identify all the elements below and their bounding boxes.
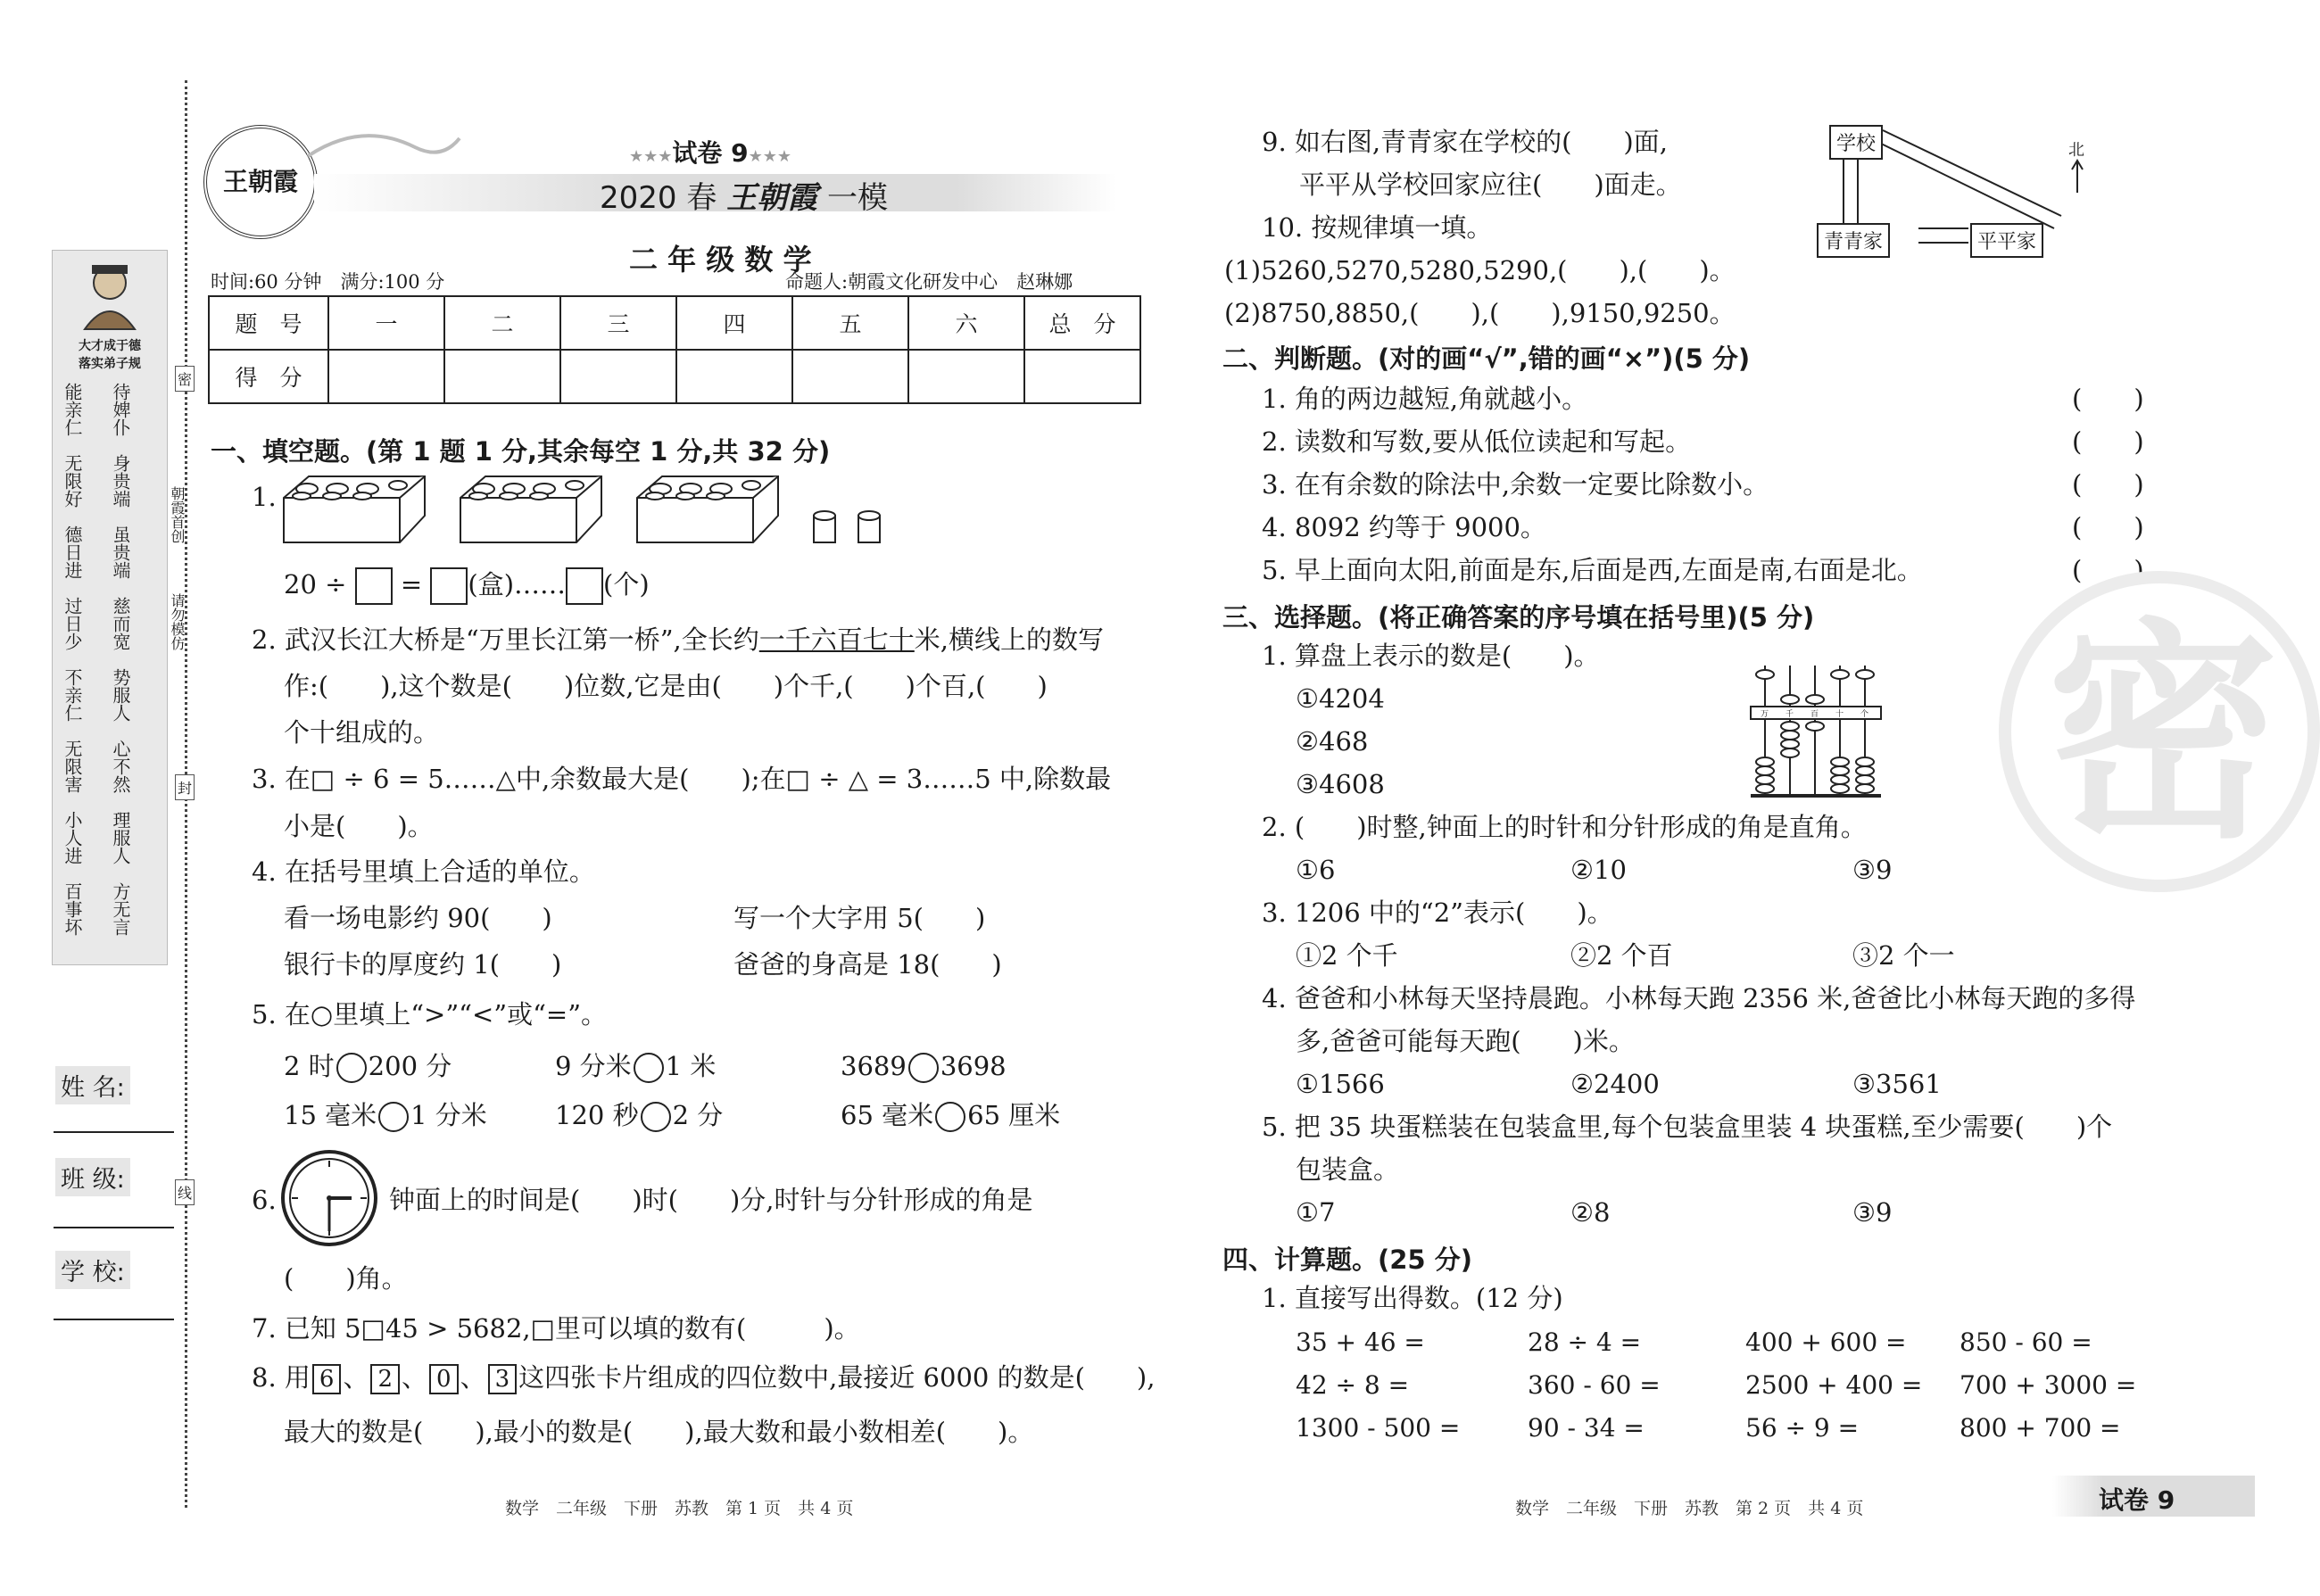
q5-c-right: 3698 xyxy=(940,1051,1007,1081)
q9-line-1: 9. 如右图,青青家在学校的( )面, xyxy=(1262,127,1668,157)
choice-1-question: 1. 算盘上表示的数是( )。 xyxy=(1262,641,1600,671)
motto-col: 百事坏 xyxy=(62,882,83,936)
score-header-cell: 一 xyxy=(328,296,444,350)
number-card: 0 xyxy=(429,1364,459,1394)
q2-underlined-number: 一千六百七十 xyxy=(758,624,915,655)
motto-title-1: 大才成于德 xyxy=(79,339,141,353)
q2-text-b: 米,横线上的数写 xyxy=(914,624,1104,655)
score-header-cell: 三 xyxy=(560,296,676,350)
q5-e-left: 120 秒 xyxy=(555,1100,639,1130)
calc-item: 90 - 34 = xyxy=(1528,1413,1645,1443)
motto-col: 身贵端 xyxy=(110,454,131,508)
score-value-row xyxy=(209,350,1140,403)
score-cell[interactable] xyxy=(792,350,908,403)
score-cell[interactable] xyxy=(676,350,792,403)
q1-answer-box-remainder-input[interactable] xyxy=(566,567,603,605)
q3-line-2: 小是( )。 xyxy=(284,811,434,841)
abacus-label: 个 xyxy=(1860,710,1869,719)
q1-expression xyxy=(284,567,650,605)
number-card: 3 xyxy=(488,1364,518,1394)
brand-logo-text: 王朝霞 xyxy=(222,167,298,196)
judge-item-1: 1. 角的两边越短,角就越小。 xyxy=(1262,384,1588,414)
choice-5-option-a[interactable]: ①7 xyxy=(1296,1197,1336,1228)
score-row-label: 得 分 xyxy=(209,350,328,403)
score-header-cell: 六 xyxy=(908,296,1024,350)
north-arrow-icon xyxy=(2070,159,2084,194)
q8-pre: 8. 用 xyxy=(252,1362,311,1393)
title-brand: 王朝霞 xyxy=(726,180,818,216)
map-label-pingping-home: 平平家 xyxy=(1970,223,2043,258)
calc-title: 1. 直接写出得数。(12 分) xyxy=(1262,1283,1563,1313)
q5-f-left: 65 毫米 xyxy=(841,1100,934,1130)
q8-post: 这四张卡片组成的四位数中,最接近 6000 的数是( ), xyxy=(518,1362,1156,1393)
q8-separator: 、 xyxy=(402,1362,428,1393)
number-card: 6 xyxy=(312,1364,342,1394)
motto-title-2: 落实弟子规 xyxy=(79,357,141,371)
seal-mark-mi: 密 xyxy=(175,366,195,392)
judge-answer-1[interactable]: ( ) xyxy=(2072,384,2144,414)
secret-watermark-text: 密 xyxy=(2047,600,2279,870)
q5-a-right: 200 分 xyxy=(368,1051,452,1081)
q1-expr-c: (盒)…… xyxy=(468,569,567,600)
ribbon-decoration xyxy=(308,120,460,174)
abacus-label: 百 xyxy=(1810,710,1819,719)
motto-panel xyxy=(52,250,168,965)
motto-col: 理服人 xyxy=(110,811,131,864)
clock-icon xyxy=(280,1149,378,1247)
corner-badge-text: 试卷 9 xyxy=(2099,1485,2175,1515)
calc-item: 28 ÷ 4 = xyxy=(1528,1327,1642,1357)
q1-answer-box-boxes-input[interactable] xyxy=(430,567,468,605)
q6-number: 6. xyxy=(252,1185,277,1215)
q5-item-f xyxy=(841,1100,1060,1132)
judge-answer-3[interactable]: ( ) xyxy=(2072,469,2144,500)
compare-circle-input[interactable] xyxy=(634,1053,664,1083)
judge-answer-4[interactable]: ( ) xyxy=(2072,512,2144,542)
q5-d-right: 1 分米 xyxy=(410,1100,487,1130)
choice-1-option-a[interactable]: ①4204 xyxy=(1296,683,1385,714)
compare-circle-input[interactable] xyxy=(641,1102,671,1132)
calc-item: 850 - 60 = xyxy=(1960,1327,2092,1357)
corner-badge xyxy=(2052,1476,2255,1517)
side-note-1: 朝霞首创 xyxy=(169,486,186,543)
motto-col: 虽贵端 xyxy=(110,525,131,579)
q1-box-figures xyxy=(282,471,907,548)
q8-line-1 xyxy=(252,1362,1155,1394)
abacus-label: 十 xyxy=(1835,710,1844,719)
seal-mark-xian: 线 xyxy=(175,1179,195,1205)
judge-item-5: 5. 早上面向太阳,前面是东,后面是西,左面是南,右面是北。 xyxy=(1262,555,1923,585)
compare-circle-input[interactable] xyxy=(378,1102,409,1132)
calc-item: 56 ÷ 9 = xyxy=(1745,1413,1860,1443)
cup-box-icon xyxy=(284,476,425,542)
choice-5-line-1: 5. 把 35 块蛋糕装在包装盒里,每个包装盒里装 4 块蛋糕,至少需要( )个 xyxy=(1262,1112,2113,1142)
choice-2-option-c[interactable]: ③9 xyxy=(1852,855,1893,885)
time-info: 时间:60 分钟 满分:100 分 xyxy=(211,271,445,293)
title-year: 2020 春 xyxy=(600,180,717,216)
choice-5-option-c[interactable]: ③9 xyxy=(1852,1197,1893,1228)
judge-item-3: 3. 在有余数的除法中,余数一定要比除数小。 xyxy=(1262,469,1769,500)
page-title xyxy=(600,173,888,217)
name-field[interactable] xyxy=(54,1131,174,1133)
q10-line-1: 10. 按规律填一填。 xyxy=(1262,212,1493,243)
choice-1-option-c[interactable]: ③4608 xyxy=(1296,769,1385,799)
abacus-label: 千 xyxy=(1786,710,1794,719)
q3-line-1: 3. 在□ ÷ 6 = 5……△中,余数最大是( );在□ ÷ △ = 3……5 中,除数最 xyxy=(252,764,1112,794)
score-header-cell: 二 xyxy=(444,296,560,350)
score-cell[interactable] xyxy=(1024,350,1140,403)
q1-answer-box-quotient-input[interactable] xyxy=(355,567,393,605)
choice-4-line-2: 多,爸爸可能每天跑( )米。 xyxy=(1296,1026,1635,1056)
section-2-heading: 二、判断题。(对的画“√”,错的画“×”)(5 分) xyxy=(1222,343,1751,374)
q5-item-e xyxy=(555,1100,723,1132)
q5-line-1: 5. 在○里填上“>”“<”或“=”。 xyxy=(252,999,608,1030)
calc-item: 42 ÷ 8 = xyxy=(1296,1370,1410,1400)
compare-circle-input[interactable] xyxy=(908,1053,939,1083)
q5-a-left: 2 时 xyxy=(284,1051,335,1081)
motto-col: 无限好 xyxy=(62,454,83,508)
school-field[interactable] xyxy=(54,1319,174,1320)
q5-b-right: 1 米 xyxy=(665,1051,717,1081)
section-4-heading: 四、计算题。(25 分) xyxy=(1222,1245,1472,1275)
direction-map xyxy=(1811,123,2079,266)
q5-item-c xyxy=(841,1051,1007,1083)
q6-line-2: ( )角。 xyxy=(284,1263,408,1294)
calc-item: 700 + 3000 = xyxy=(1960,1370,2137,1400)
abacus-figure xyxy=(1749,662,1883,801)
motto-col: 慈而宽 xyxy=(110,597,131,650)
calc-item: 360 - 60 = xyxy=(1528,1370,1661,1400)
choice-3-option-c[interactable]: ③2 个一 xyxy=(1852,940,1955,971)
class-field[interactable] xyxy=(54,1227,174,1228)
author-info: 命题人:朝霞文化研发中心 赵琳娜 xyxy=(785,271,1073,293)
subject-title: 二 年 级 数 学 xyxy=(629,243,812,277)
score-header-cell: 四 xyxy=(676,296,792,350)
q5-item-b xyxy=(555,1051,716,1083)
section-3-heading: 三、选择题。(将正确答案的序号填在括号里)(5 分) xyxy=(1222,602,1815,633)
choice-1-option-b[interactable]: ②468 xyxy=(1296,726,1369,757)
school-label: 学 校: xyxy=(55,1251,130,1289)
q5-d-left: 15 毫米 xyxy=(284,1100,377,1130)
score-cell[interactable] xyxy=(328,350,444,403)
q8-separator: 、 xyxy=(460,1362,486,1393)
section-1-heading: 一、填空题。(第 1 题 1 分,其余每空 1 分,共 32 分) xyxy=(211,436,831,467)
choice-3-option-a[interactable]: ①2 个千 xyxy=(1296,940,1398,971)
side-note-2: 请勿模仿 xyxy=(169,593,186,650)
judge-answer-5[interactable]: ( ) xyxy=(2072,555,2144,585)
q9-line-2: 平平从学校回家应往( )面走。 xyxy=(1299,170,1682,200)
judge-answer-2[interactable]: ( ) xyxy=(2072,426,2144,457)
choice-2-option-a[interactable]: ①6 xyxy=(1296,855,1336,885)
map-label-qingqing-home: 青青家 xyxy=(1817,223,1890,258)
q4-item-a: 看一场电影约 90( ) xyxy=(284,903,552,933)
q4-item-c: 银行卡的厚度约 1( ) xyxy=(284,949,562,980)
q8-separator: 、 xyxy=(343,1362,369,1393)
scholar-avatar-icon xyxy=(72,258,147,333)
q5-b-left: 9 分米 xyxy=(555,1051,632,1081)
compare-circle-input[interactable] xyxy=(336,1053,367,1083)
choice-5-line-2: 包装盒。 xyxy=(1296,1154,1400,1185)
choice-2-question: 2. ( )时整,钟面上的时针和分针形成的角是直角。 xyxy=(1262,812,1867,842)
choice-4-line-1: 4. 爸爸和小林每天坚持晨跑。小林每天跑 2356 米,爸爸比小林每天跑的多得 xyxy=(1262,983,2136,1013)
compare-circle-input[interactable] xyxy=(935,1102,965,1132)
q1-expr-a: 20 ÷ xyxy=(284,569,347,600)
motto-col: 小人进 xyxy=(62,811,83,864)
north-label: 北 xyxy=(2068,141,2084,160)
calc-item: 2500 + 400 = xyxy=(1745,1370,1923,1400)
motto-col: 待婢仆 xyxy=(110,383,131,436)
map-label-school: 学校 xyxy=(1829,125,1883,160)
motto-col: 方无言 xyxy=(110,882,131,936)
q2-text-a: 2. 武汉长江大桥是“万里长江第一桥”,全长约 xyxy=(252,624,759,655)
score-table xyxy=(208,295,1141,404)
choice-4-option-a[interactable]: ①1566 xyxy=(1296,1069,1385,1099)
brand-logo xyxy=(203,125,318,239)
q2-line-1 xyxy=(252,624,1104,655)
motto-col: 势服人 xyxy=(110,668,131,722)
q2-line-2: 作:( ),这个数是( )位数,它是由( )个千,( )个百,( ) xyxy=(284,671,1048,701)
q6-text: 钟面上的时间是( )时( )分,时针与分针形成的角是 xyxy=(389,1185,1033,1215)
score-header-row xyxy=(209,296,1140,350)
exam-badge: ★★★试卷 9★★★ xyxy=(629,138,792,168)
choice-3-question: 3. 1206 中的“2”表示( )。 xyxy=(1262,897,1613,928)
score-header-cell: 题 号 xyxy=(209,296,328,350)
q7-text: 7. 已知 5□45 > 5682,□里可以填的数有( )。 xyxy=(252,1313,860,1344)
motto-col: 不亲仁 xyxy=(62,668,83,722)
q5-e-right: 2 分 xyxy=(672,1100,724,1130)
choice-5-option-b[interactable]: ②8 xyxy=(1570,1197,1611,1228)
q5-item-d xyxy=(284,1100,487,1132)
choice-3-option-b[interactable]: ②2 个百 xyxy=(1570,940,1673,971)
exam-badge-text: 试卷 9 xyxy=(672,138,749,168)
title-suffix: 一模 xyxy=(826,180,888,216)
number-card: 2 xyxy=(370,1364,400,1394)
calc-item: 800 + 700 = xyxy=(1960,1413,2121,1443)
choice-4-option-c[interactable]: ③3561 xyxy=(1852,1069,1942,1099)
calc-item: 35 + 46 = xyxy=(1296,1327,1425,1357)
motto-col: 无限害 xyxy=(62,740,83,793)
q1-expr-d: (个) xyxy=(603,569,650,600)
q5-f-right: 65 厘米 xyxy=(967,1100,1061,1130)
q5-c-left: 3689 xyxy=(841,1051,907,1081)
q2-line-3: 个十组成的。 xyxy=(284,717,440,748)
q1-expr-b: = xyxy=(400,569,423,600)
q10-line-3: (2)8750,8850,( ),( ),9150,9250。 xyxy=(1224,298,1736,328)
judge-item-4: 4. 8092 约等于 9000。 xyxy=(1262,512,1546,542)
calc-item: 400 + 600 = xyxy=(1745,1327,1907,1357)
q8-line-2: 最大的数是( ),最小的数是( ),最大数和最小数相差( )。 xyxy=(284,1417,1034,1447)
score-cell[interactable] xyxy=(908,350,1024,403)
right-page-footer: 数学 二年级 下册 苏教 第 2 页 共 4 页 xyxy=(1515,1499,1864,1518)
choice-4-option-b[interactable]: ②2400 xyxy=(1570,1069,1660,1099)
q5-item-a xyxy=(284,1051,452,1083)
abacus-label: 万 xyxy=(1761,710,1769,719)
motto-columns xyxy=(62,383,160,954)
q4-item-b: 写一个大字用 5( ) xyxy=(733,903,986,933)
score-header-cell: 五 xyxy=(792,296,908,350)
q4-item-d: 爸爸的身高是 18( ) xyxy=(733,949,1002,980)
judge-item-2: 2. 读数和写数,要从低位读起和写起。 xyxy=(1262,426,1692,457)
q10-line-2: (1)5260,5270,5280,5290,( ),( )。 xyxy=(1224,255,1736,285)
motto-col: 心不然 xyxy=(110,740,131,793)
calc-item: 1300 - 500 = xyxy=(1296,1413,1461,1443)
name-label: 姓 名: xyxy=(55,1066,130,1104)
class-label: 班 级: xyxy=(55,1158,130,1196)
score-cell[interactable] xyxy=(560,350,676,403)
q1-number: 1. xyxy=(252,482,277,512)
score-cell[interactable] xyxy=(444,350,560,403)
q4-line-1: 4. 在括号里填上合适的单位。 xyxy=(252,856,595,887)
secret-watermark xyxy=(1999,571,2320,892)
motto-col: 能亲仁 xyxy=(62,383,83,436)
choice-2-option-b[interactable]: ②10 xyxy=(1570,855,1627,885)
score-header-cell: 总 分 xyxy=(1024,296,1140,350)
motto-col: 德日进 xyxy=(62,525,83,579)
motto-col: 过日少 xyxy=(62,597,83,650)
left-page-footer: 数学 二年级 下册 苏教 第 1 页 共 4 页 xyxy=(505,1499,854,1518)
seal-mark-feng: 封 xyxy=(175,774,195,800)
